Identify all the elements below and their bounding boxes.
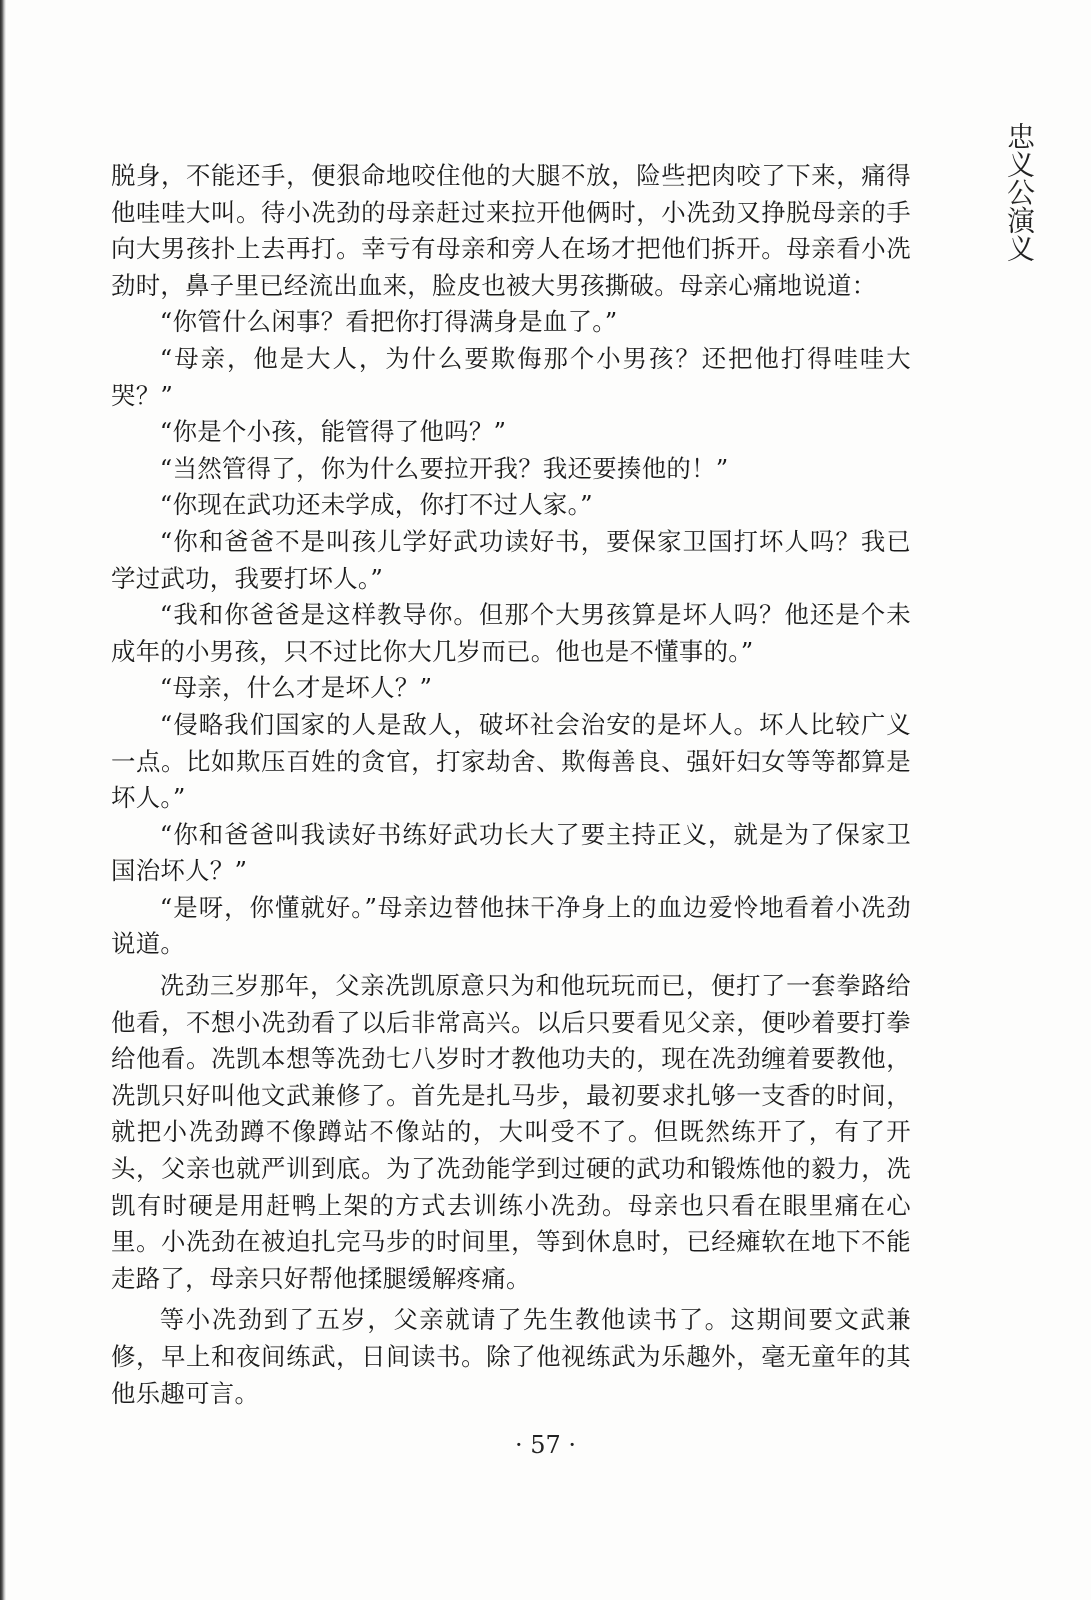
paragraph: 等小冼劲到了五岁，父亲就请了先生教他读书了。这期间要文武兼修，早上和夜间练武，日间读书。除了他视练武为乐趣外，毫无童年的其他乐趣可言。 <box>111 1305 911 1408</box>
page-number: · 57 · <box>514 1431 577 1459</box>
body-text <box>111 158 911 1412</box>
paragraph: “侵略我们国家的人是敌人，破坏社会治安的是坏人。坏人比较广义一点。比如欺压百姓的贪官，打家劫舍、欺侮善良、强奸妇女等等都算是坏人。” <box>111 709 911 813</box>
page-binding-edge <box>0 0 6 1600</box>
paragraph: “你是个小孩，能管得了他吗？” <box>159 417 507 447</box>
paragraph: “是呀，你懂就好。”母亲边替他抹干净身上的血边爱怜地看着小冼劲说道。 <box>111 892 911 959</box>
paragraph: “母亲，什么才是坏人？” <box>159 673 433 703</box>
paragraph: “我和你爸爸是这样教导你。但那个大男孩算是坏人吗？他还是个未成年的小男孩，只不过比你大几岁而已。他也是不懂事的。” <box>111 600 911 666</box>
running-title: 忠义公演义 <box>1003 122 1036 262</box>
paragraph: 冼劲三岁那年，父亲冼凯原意只为和他玩玩而已，便打了一套拳路给他看，不想小冼劲看了以后非常高兴。以后只要看见父亲，便吵着要打拳给他看。冼凯本想等冼劲七八岁时才教他功夫的，现在冼劲缠着要教他，冼凯只好叫他文武兼修了。首先是扎马步，最初要求扎够一支香的时间，就把小冼劲蹲不像蹲站不像站的，大叫受不了。但既然练开了，有了开头，父亲也就严训到底。为了冼劲能学到过硬的武功和锻炼他的毅力，冼凯有时硬是用赶鸭上架的方式去训练小冼劲。母亲也只看在眼里痛在心里。小冼劲在被迫扎完马步的时间里，等到休息时，已经瘫软在地下不能走路了，母亲只好帮他揉腿缓解疼痛。 <box>111 971 911 1293</box>
paragraph: “你现在武功还未学成，你打不过人家。” <box>159 490 593 520</box>
paragraph: “你和爸爸不是叫孩儿学好武功读好书，要保家卫国打坏人吗？我已学过武功，我要打坏人。” <box>111 526 911 593</box>
paragraph: 脱身，不能还手，便狠命地咬住他的大腿不放，险些把肉咬了下来，痛得他哇哇大叫。待小冼劲的母亲赶过来拉开他俩时，小冼劲又挣脱母亲的手向大男孩扑上去再打。幸亏有母亲和旁人在场才把他们拆开。母亲看小冼劲时，鼻子里已经流出血来，脸皮也被大男孩撕破。母亲心痛地说道： <box>111 161 911 300</box>
paragraph: “你和爸爸叫我读好书练好武功长大了要主持正义，就是为了保家卫国治坏人？” <box>111 819 911 886</box>
paragraph: “母亲，他是大人，为什么要欺侮那个小男孩？还把他打得哇哇大哭？” <box>111 343 911 410</box>
paragraph: “当然管得了，你为什么要拉开我？我还要揍他的！” <box>159 453 729 483</box>
paragraph: “你管什么闲事？看把你打得满身是血了。” <box>159 307 618 337</box>
